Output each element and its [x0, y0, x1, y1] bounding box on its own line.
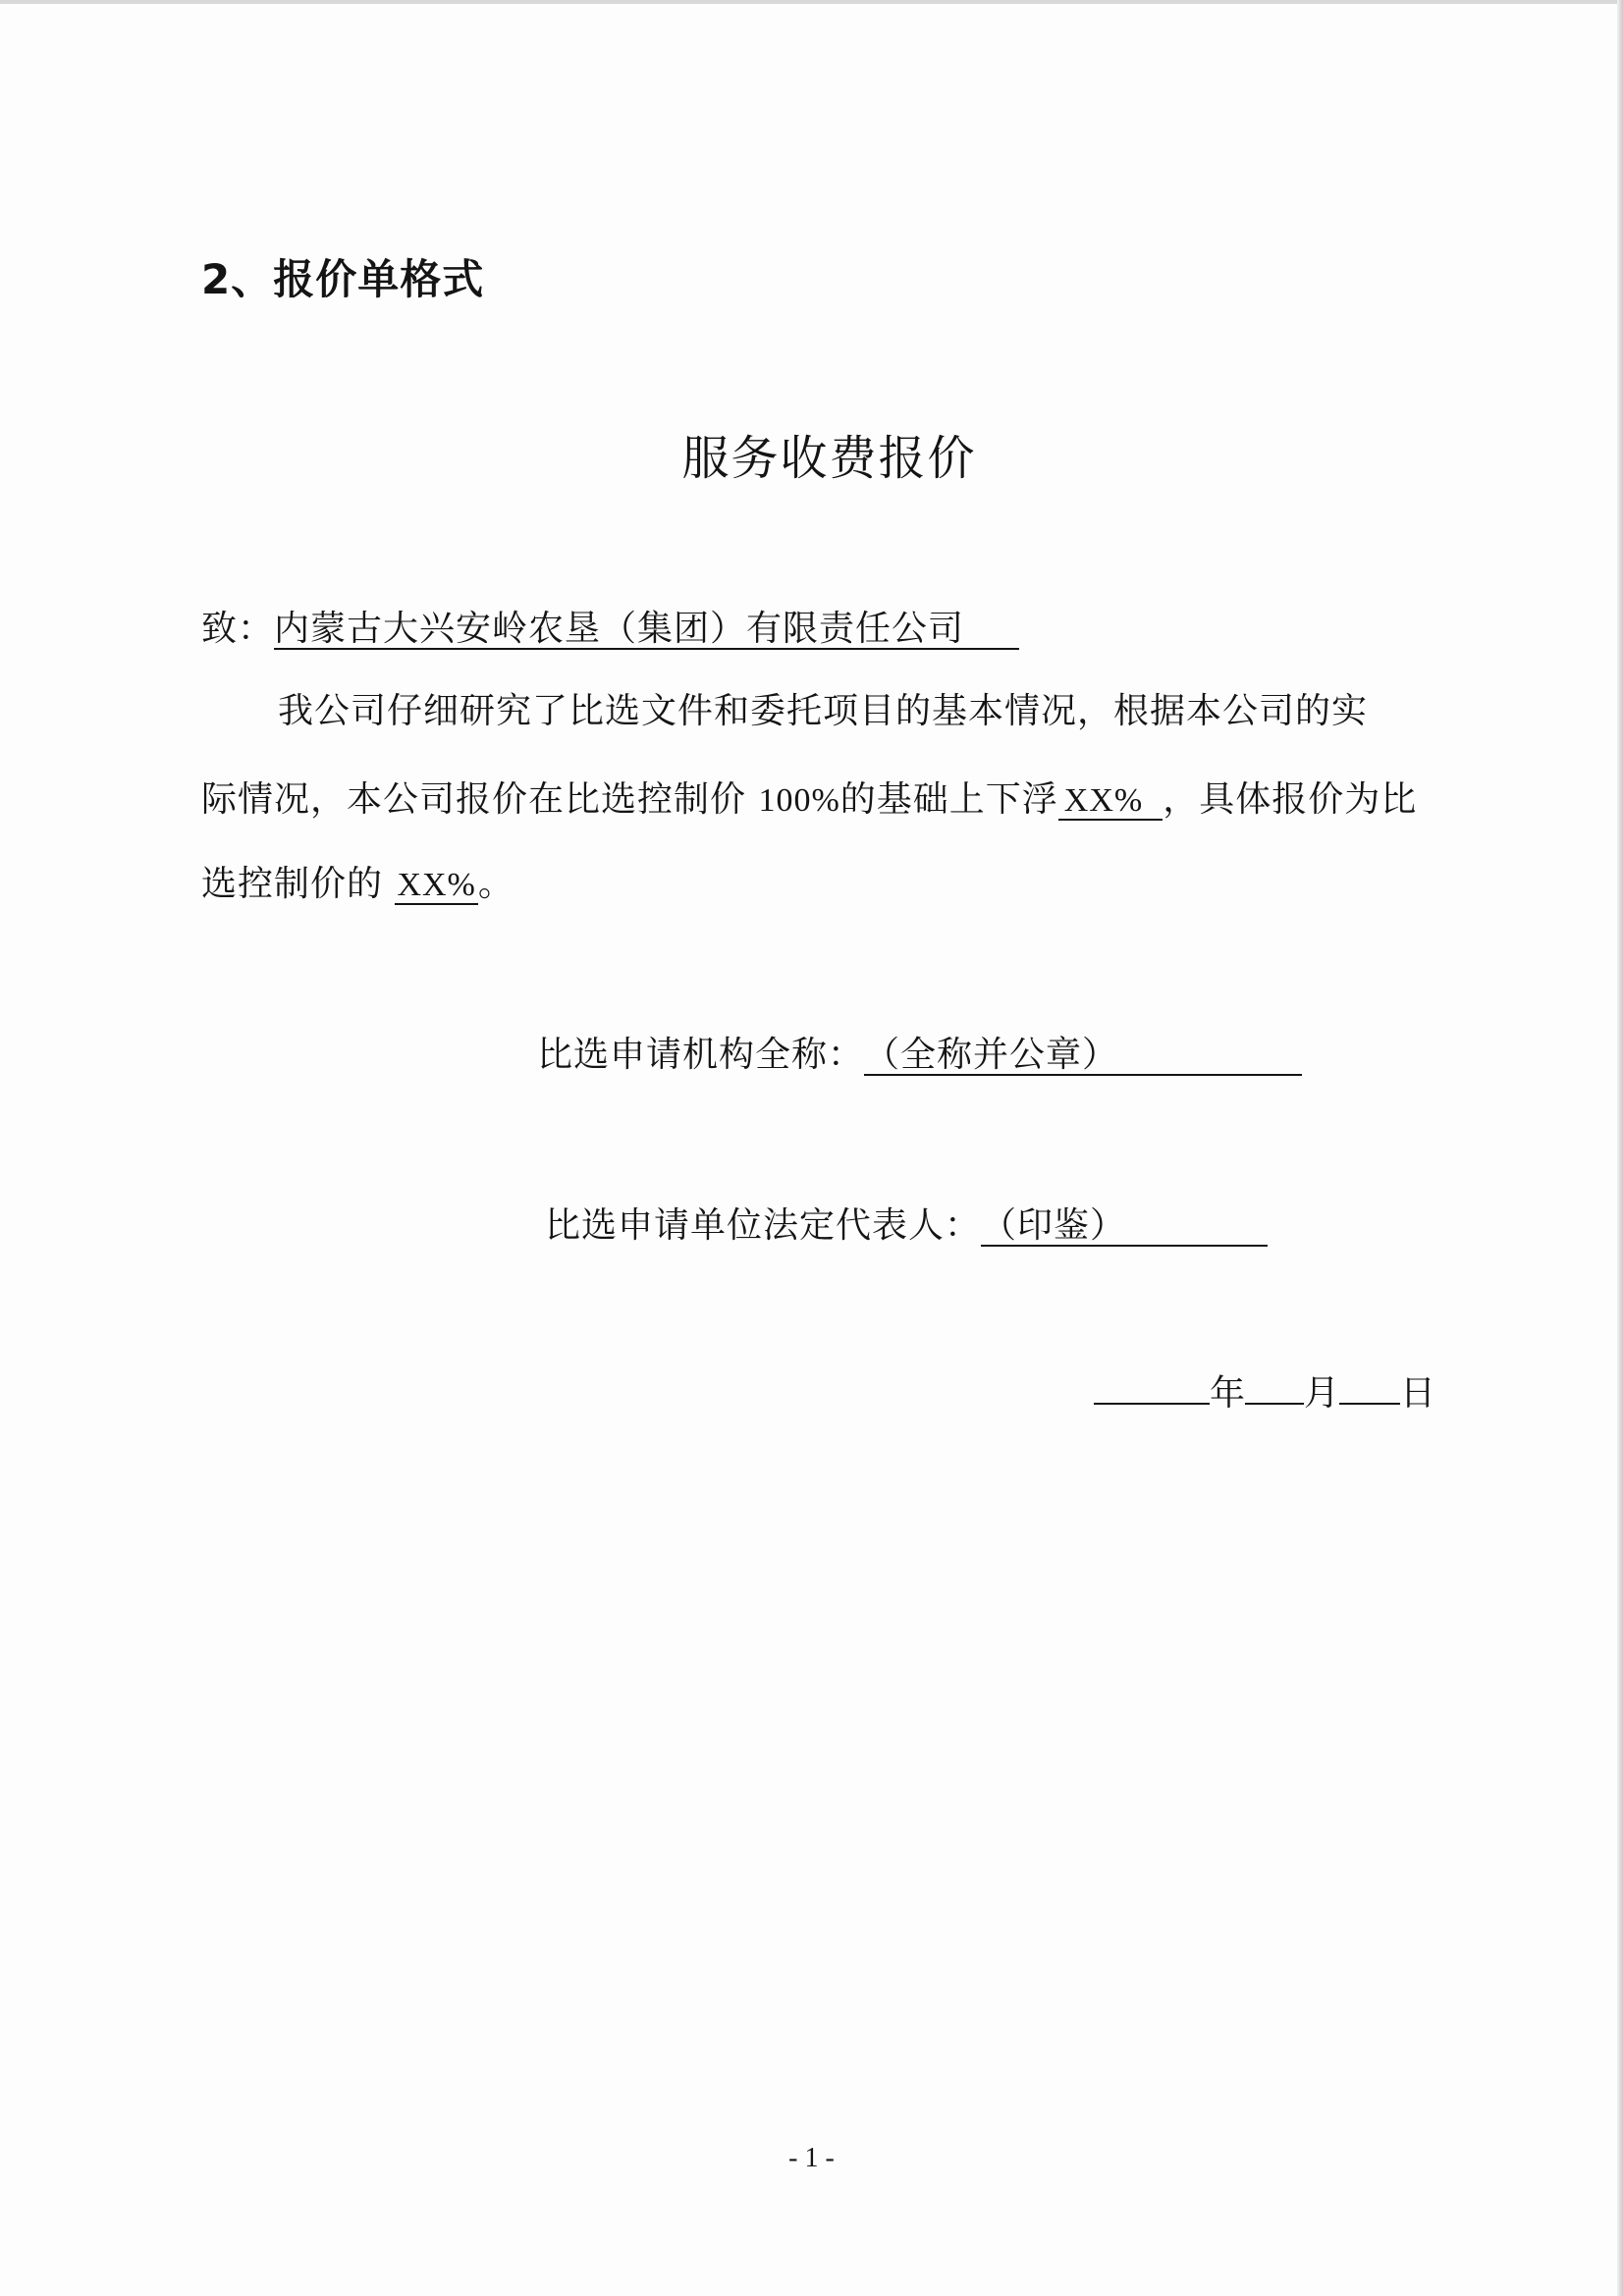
body-line-2-mid: 的基础上下浮 — [839, 779, 1058, 820]
applicant-org-field: （全称并公章） — [864, 1037, 1302, 1076]
document-title: 服务收费报价 — [681, 431, 977, 486]
page-number: - 1 - — [788, 2143, 835, 2173]
body-line-2-end: ，具体报价为比 — [1163, 779, 1418, 820]
year-label: 年 — [1210, 1373, 1246, 1414]
control-price-percent: 100% — [758, 782, 840, 819]
day-blank — [1339, 1367, 1400, 1405]
scan-edge-right — [1617, 0, 1623, 2296]
month-label: 月 — [1304, 1373, 1340, 1414]
section-heading: 2、报价单格式 — [201, 255, 485, 303]
price-percent-blank: XX% — [397, 867, 476, 903]
legal-rep-label: 比选申请单位法定代表人： — [545, 1205, 982, 1246]
recipient-prefix: 致： — [201, 609, 275, 649]
body-line-2 — [201, 772, 1448, 822]
month-blank — [1245, 1367, 1304, 1405]
body-line-3-end: 。 — [477, 864, 514, 904]
applicant-org-label: 比选申请机构全称： — [537, 1035, 865, 1075]
day-label: 日 — [1400, 1373, 1436, 1414]
body-line-1: 我公司仔细研究了比选文件和委托项目的基本情况，根据本公司的实 — [278, 691, 1369, 731]
body-line-2-start: 际情况，本公司报价在比选控制价 — [201, 779, 759, 820]
applicant-org-line — [537, 1027, 1302, 1077]
date-line — [1094, 1365, 1435, 1415]
year-blank — [1094, 1367, 1210, 1405]
legal-rep-line — [545, 1198, 1268, 1248]
scan-edge-top — [0, 0, 1623, 4]
legal-rep-field: （印鉴） — [981, 1207, 1268, 1247]
body-line-3-start: 选控制价的 — [201, 864, 396, 904]
float-percent-blank: XX% — [1058, 783, 1163, 821]
recipient-name: 内蒙古大兴安岭农垦（集团）有限责任公司 — [274, 611, 1019, 650]
body-line-3 — [201, 856, 1448, 906]
recipient-line — [201, 601, 1019, 651]
